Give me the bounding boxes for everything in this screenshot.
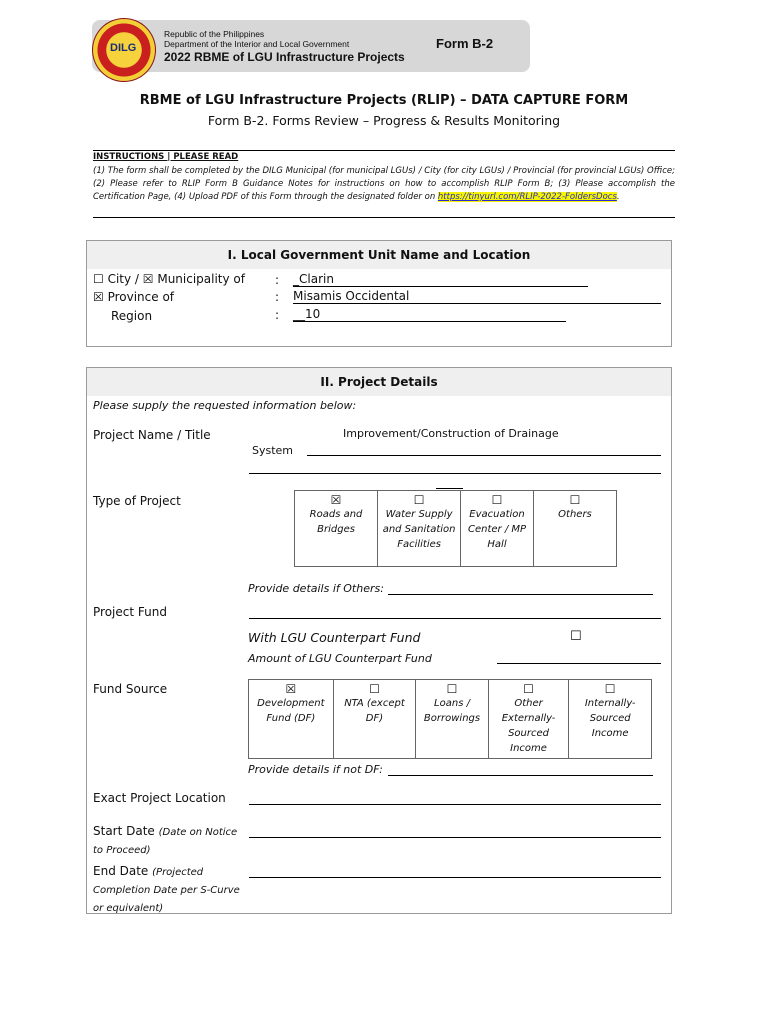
logo-text: DILG (110, 42, 137, 54)
instructions-heading: INSTRUCTIONS | PLEASE READ (93, 152, 239, 162)
checkbox-icon[interactable]: ☐ (491, 493, 503, 507)
section-lgu-heading: I. Local Government Unit Name and Location (87, 241, 671, 269)
section-project-heading: II. Project Details (87, 368, 671, 396)
type-option-label: Evacuation Center / MP Hall (468, 509, 527, 550)
colon: : (275, 290, 280, 304)
region-field[interactable]: __10 (293, 307, 566, 322)
fund-option-label: NTA (except DF) (344, 698, 405, 724)
counterpart-checkbox-icon[interactable]: ☐ (570, 629, 582, 644)
not-df-details-label: Provide details if not DF: (248, 763, 383, 776)
checkbox-icon[interactable]: ☐ (446, 682, 458, 696)
type-option-label: Roads and Bridges (309, 509, 363, 535)
counterpart-amount-field[interactable] (497, 663, 661, 664)
checkbox-checked-icon[interactable]: ☒ (285, 682, 297, 696)
header-line-3: 2022 RBME of LGU Infrastructure Projects (164, 50, 405, 64)
fund-source-label: Fund Source (93, 682, 168, 696)
type-option-water[interactable] (378, 491, 461, 567)
type-option-roads[interactable] (295, 491, 378, 567)
fund-option-external[interactable] (488, 680, 569, 759)
folder-link[interactable]: https://tinyurl.com/RLIP-2022-FoldersDocs (437, 192, 617, 202)
start-date-label-group (93, 823, 243, 859)
project-name-cont: System (252, 444, 294, 457)
type-option-evacuation[interactable] (461, 491, 534, 567)
fund-source-options (248, 679, 652, 759)
checkbox-checked-icon[interactable]: ☒ (330, 493, 342, 507)
underline (307, 455, 661, 456)
others-details-label: Provide details if Others: (248, 582, 384, 595)
lgu-label-region: Region (111, 309, 153, 323)
fund-option-label: Other Externally-Sourced Income (501, 698, 556, 754)
counterpart-amount-label: Amount of LGU Counterpart Fund (248, 652, 432, 665)
colon: : (275, 308, 280, 322)
header-line-2: Department of the Interior and Local Government (164, 39, 350, 49)
form-label: Form B-2 (436, 36, 494, 51)
end-date-label-group (93, 863, 243, 917)
checkbox-icon[interactable]: ☐ (369, 682, 380, 696)
checkbox-icon[interactable]: ☐ (604, 682, 616, 696)
counterpart-label: With LGU Counterpart Fund (248, 630, 421, 645)
fund-option-loans[interactable] (416, 680, 488, 759)
project-name-line-2[interactable] (249, 473, 661, 474)
type-option-label: Others (558, 509, 592, 520)
header-line-1: Republic of the Philippines (164, 29, 265, 39)
checkbox-icon[interactable]: ☐ (413, 493, 425, 507)
divider (93, 217, 675, 218)
others-details-field[interactable] (388, 594, 653, 595)
fund-option-df[interactable] (249, 680, 334, 759)
fund-option-label: Development Fund (DF) (257, 698, 325, 724)
fund-option-nta[interactable] (333, 680, 416, 759)
project-name-label: Project Name / Title (93, 428, 211, 442)
province-field[interactable]: Misamis Occidental (293, 289, 661, 304)
project-fund-field[interactable] (249, 618, 661, 619)
instructions-body (93, 165, 675, 204)
lgu-label-city-municipality: ☐ City / ☒ Municipality of (93, 272, 245, 286)
start-date-note: (Date on Notice to Proceed) (93, 827, 238, 856)
checkbox-icon[interactable]: ☐ (569, 493, 581, 507)
checkbox-icon[interactable]: ☐ (523, 682, 534, 696)
fund-option-label: Loans / Borrowings (423, 698, 481, 724)
project-location-field[interactable] (249, 804, 661, 805)
fund-option-internal[interactable] (569, 680, 652, 759)
page-subtitle: Form B-2. Forms Review – Progress & Results Monitoring (207, 113, 561, 128)
start-date-field[interactable] (249, 837, 661, 838)
page-title: RBME of LGU Infrastructure Projects (RLIP) – DATA CAPTURE FORM (139, 93, 629, 108)
start-date-label: Start Date (93, 824, 155, 838)
project-name-value[interactable]: Improvement/Construction of Drainage (343, 427, 559, 440)
end-date-field[interactable] (249, 877, 661, 878)
end-date-label: End Date (93, 864, 149, 878)
lgu-label-province: ☒ Province of (93, 290, 175, 304)
fund-option-label: Internally-Sourced Income (584, 698, 636, 739)
section-project-intro: Please supply the requested information below: (93, 399, 357, 412)
divider (93, 150, 675, 151)
end-date-note: (Projected Completion Date per S-Curve or equivalent) (93, 867, 240, 914)
municipality-field[interactable]: _Clarin (293, 272, 588, 287)
type-option-label: Water Supply and Sanitation Facilities (382, 509, 456, 550)
instructions-end: . (616, 192, 620, 202)
instructions-text: (1) The form shall be completed by the DILG Municipal (for municipal LGUs) / City (for city LGUs) / Provincial (for provincial LGUs) Office; (2) Please refer to RLIP Form B Guidance Notes for instructions on how to accomplish RLIP Form B; (3) Please accomplish the Certification Page, (4) Upload PDF of this Form through the designated folder on (93, 166, 675, 202)
type-option-others[interactable] (533, 491, 616, 567)
colon: : (275, 273, 280, 287)
project-fund-label: Project Fund (93, 605, 167, 619)
type-of-project-options (294, 490, 617, 567)
project-location-label: Exact Project Location (93, 791, 226, 805)
underline (436, 488, 463, 489)
not-df-details-field[interactable] (388, 775, 653, 776)
type-of-project-label: Type of Project (93, 494, 181, 508)
